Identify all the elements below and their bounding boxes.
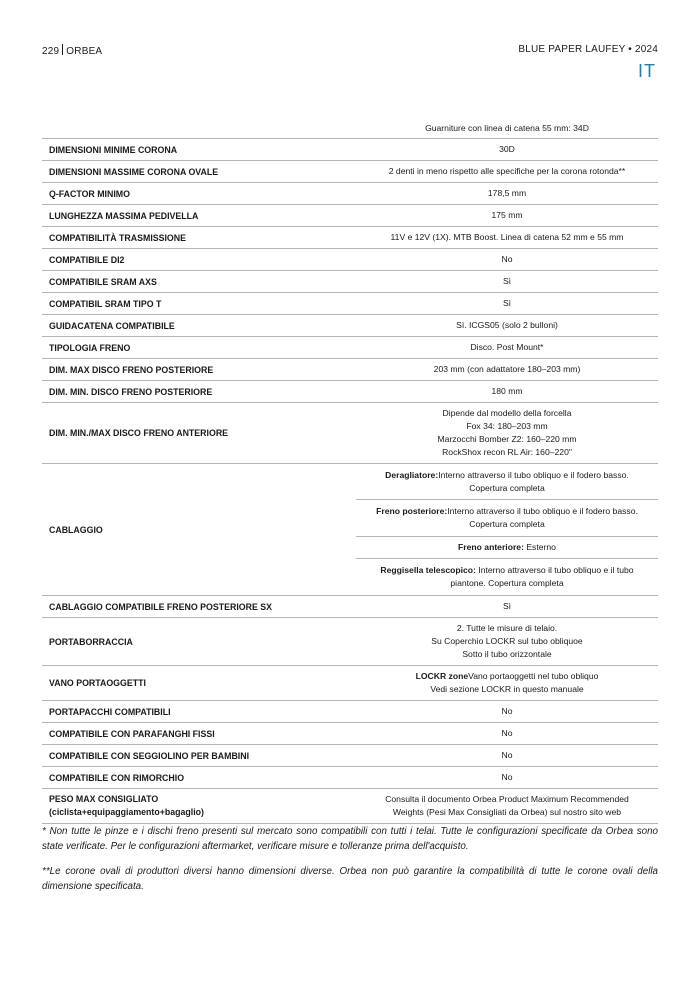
table-cell-label: DIM. MIN. DISCO FRENO POSTERIORE [42,381,356,403]
footnote-2: **Le corone ovali di produttori diversi hanno dimensioni diverse. Orbea non può garantire la compatibilità di tutte le corone ovali della dimensione specificata. [42,866,658,892]
table-cell-label: COMPATIBILE CON PARAFANGHI FISSI [42,723,356,745]
table-row [42,666,658,701]
value-line: 178,5 mm [487,188,527,198]
table-cell-label: DIM. MIN./MAX DISCO FRENO ANTERIORE [42,403,356,464]
footnote-1: * Non tutte le pinze e i dischi freno presenti sul mercato sono compatibili con tutti i telai. Tutte le configurazioni specificate da Orbea sono state verificate. Per le configurazioni aftermarket, verificare misure e tolleranze prima dell'acquisto. [42,826,658,852]
table-cell-label: CABLAGGIO [42,464,356,596]
sub-text-line2: Copertura completa [469,519,545,529]
value-line: No [501,750,513,760]
table-cell-value [356,359,658,381]
table-cell-label: DIMENSIONI MASSIME CORONA OVALE [42,161,356,183]
brand-name: ORBEA [66,46,103,57]
table-row [42,315,658,337]
table-row-cablaggio [42,464,658,596]
cablaggio-sub-row [356,464,658,500]
table-row [42,596,658,618]
table-cell-value [356,596,658,618]
value-line: 180 mm [491,386,523,396]
value-line: No [501,772,513,782]
sub-label: Reggisella telescopico: [380,565,476,575]
header-divider [62,44,63,55]
value-line: Dipende dal modello della forcella [442,408,572,418]
table-cell-value [356,271,658,293]
table-cell-value [356,337,658,359]
table-row [42,789,658,824]
table-row [42,249,658,271]
sub-text: Interno attraverso il tubo obliquo e il fodero basso. [438,469,629,480]
spec-table [42,118,658,824]
table-cell-label: DIMENSIONI MINIME CORONA [42,139,356,161]
cablaggio-sub-row [356,500,658,537]
table-cell-label [42,789,356,824]
cablaggio-sub-row [356,559,658,595]
cablaggio-sub-cells [356,464,658,596]
table-cell-label: COMPATIBILE SRAM AXS [42,271,356,293]
value-line: 2 denti in meno rispetto alle specifiche per la corona rotonda** [388,166,626,176]
sub-label: LOCKR zone [415,671,469,681]
document-title: BLUE PAPER LAUFEY • 2024 [518,44,658,55]
sub-text-line2: Copertura completa [469,482,545,493]
table-cell-value [356,403,658,464]
header-left [42,44,102,57]
sub-text-line2: piantone. Copertura completa [450,578,564,588]
table-cell-label: DIM. MAX DISCO FRENO POSTERIORE [42,359,356,381]
value-line: Sotto il tubo orizzontale [462,649,552,659]
value-line: 175 mm [491,210,523,220]
table-row [42,337,658,359]
table-cell-value [356,745,658,767]
table-cell-value [356,293,658,315]
page-header [42,44,658,60]
value-line: Weights (Pesi Max Consigliati da Orbea) sul nostro sito web [392,807,622,817]
value-line: RockShox recon RL Air: 160–220" [442,447,572,457]
value-line: Sì. ICGS05 (solo 2 bulloni) [456,320,558,330]
table-cell-value [356,789,658,824]
table-cell-label: COMPATIBILITÀ TRASMISSIONE [42,227,356,249]
value-line: No [501,706,513,716]
value-line: Disco. Post Mount* [470,342,544,352]
table-cell-value [356,249,658,271]
label-line: PESO MAX CONSIGLIATO [49,794,159,804]
table-cell-value [356,227,658,249]
table-cell-label: COMPATIBILE CON RIMORCHIO [42,767,356,789]
table-row [42,227,658,249]
value-line: Sì [502,298,512,308]
table-row [42,293,658,315]
sub-label: Deragliatore: [385,469,439,480]
table-row [42,618,658,666]
table-cell-value [356,767,658,789]
sub-text: Esterno [523,542,556,552]
table-row [42,745,658,767]
table-cell-value [356,139,658,161]
value-line: No [501,254,513,264]
value-line: 2. Tutte le misure di telaio. [456,623,558,633]
value-line: No [501,728,513,738]
table-cell-value [356,161,658,183]
value-line: 30D [499,144,515,154]
table-cell-label: COMPATIBILE CON SEGGIOLINO PER BAMBINI [42,745,356,767]
table-cell-value: Guarniture con linea di catena 55 mm: 34D [356,118,658,139]
table-row [42,359,658,381]
table-cell-label: PORTAPACCHI COMPATIBILI [42,701,356,723]
table-cell-label: GUIDACATENA COMPATIBILE [42,315,356,337]
value-line: 11V e 12V (1X). MTB Boost. Linea di catena 52 mm e 55 mm [390,232,624,242]
table-row [42,183,658,205]
table-cell-value [356,666,658,701]
value-line: Su Coperchio LOCKR sul tubo obliquoe [431,636,583,646]
sub-text: Interno attraverso il tubo obliquo e il tubo [475,565,634,575]
table-cell-label: TIPOLOGIA FRENO [42,337,356,359]
page-number: 229 [42,46,60,57]
table-cell-value [356,701,658,723]
table-cell-value [356,315,658,337]
table-cell-value [356,618,658,666]
table-row [42,139,658,161]
cablaggio-sub-row [356,537,658,559]
table-row [42,161,658,183]
table-cell-label: COMPATIBILE DI2 [42,249,356,271]
table-cell-label: CABLAGGIO COMPATIBILE FRENO POSTERIORE SX [42,596,356,618]
sub-text: Interno attraverso il tubo obliquo e il fodero basso. [447,506,638,516]
label-line: (ciclista+equipaggiamento+bagaglio) [49,807,204,817]
table-row [42,205,658,227]
table-row [42,701,658,723]
footnotes [42,824,658,904]
table-cell-label: LUNGHEZZA MASSIMA PEDIVELLA [42,205,356,227]
sub-text: Vano portaoggetti nel tubo obliquo [468,671,599,681]
table-cell-label: VANO PORTAOGGETTI [42,666,356,701]
value-line: Sì [502,601,512,611]
sub-label: Freno posteriore: [376,506,448,516]
sub-label: Freno anteriore: [458,542,524,552]
table-row [42,767,658,789]
table-cell-value [356,205,658,227]
table-row [42,271,658,293]
table-cell-label: PORTABORRACCIA [42,618,356,666]
value-line: Fox 34: 180–203 mm [466,421,548,431]
sub-text-line2: Vedi sezione LOCKR in questo manuale [430,684,584,694]
table-row [42,723,658,745]
table-row [42,403,658,464]
table-cell-label: COMPATIBIL SRAM TIPO T [42,293,356,315]
value-line: Consulta il documento Orbea Product Maximum Recommended [385,794,629,804]
table-row [42,118,658,139]
value-line: Sì [502,276,512,286]
table-cell-label: Q-FACTOR MINIMO [42,183,356,205]
table-cell-value [356,183,658,205]
table-row [42,381,658,403]
value-line: 203 mm (con adattatore 180–203 mm) [433,364,581,374]
table-cell-value [356,381,658,403]
value-line: Marzocchi Bomber Z2: 160–220 mm [437,434,577,444]
table-cell-value [356,723,658,745]
language-code: IT [638,61,656,81]
